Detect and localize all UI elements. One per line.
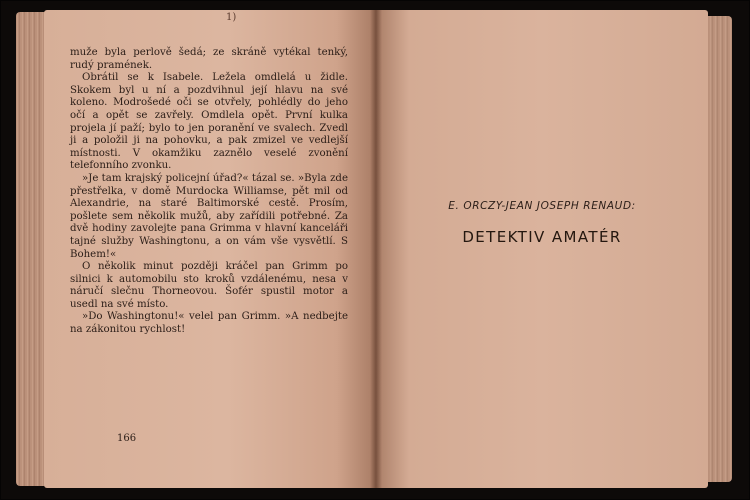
paragraph: »Do Washingtonu!« velel pan Grimm. »A nedbejte na zákonitou rychlost! xyxy=(70,311,348,336)
right-page-stack-edge xyxy=(704,16,732,482)
left-page-stack-edge xyxy=(16,12,46,486)
left-page-body-text xyxy=(70,47,348,337)
paragraph: O několik minut později kráčel pan Grimm po silnici k automobilu sto kroků vzdálenému, nesa v náručí slečnu Thorneovou. Šofér spustil motor a usedl na své místo. xyxy=(70,261,348,310)
pencil-mark: 1) xyxy=(226,12,237,23)
right-page xyxy=(376,10,708,488)
paragraph: »Je tam krajský policejní úřad?« tázal se. »Byla zde přestřelka, v domě Murdocka Williamse, pět mil od Alexandrie, na staré Baltimorské cestě. Prosím, pošlete sem několik mužů, aby zařídili potřebné. Za dvě hodiny zavolejte pana Grimma v hlavní kanceláři tajné služby Washingtonu, a on vám vše vysvětlí. S Bohem!« xyxy=(70,172,348,260)
book-gutter xyxy=(370,10,382,488)
page-number: 166 xyxy=(117,433,137,444)
paragraph: Obrátil se k Isabele. Ležela omdlelá u židle. Skokem byl u ní a pozdvihnul její hlavu na své koleno. Modrošedé oči se otvřely, pohlédly do jeho očí a opět se zavřely. Omdlela opět. První kulka projela jí paží; bylo to jen poranění ve svalech. Zvedl ji a položil ji na pohovku, a pak zmizel ve vedlejší místnosti. V okamžiku zaznělo veselé zvonění telefonního zvonku. xyxy=(70,72,348,172)
book-title: DETEKTIV AMATÉR xyxy=(462,228,622,246)
paragraph: muže byla perlově šedá; ze skráně vytékal tenký, rudý pramének. xyxy=(70,47,348,71)
authors-line: E. ORCZY-JEAN JOSEPH RENAUD: xyxy=(448,200,636,212)
